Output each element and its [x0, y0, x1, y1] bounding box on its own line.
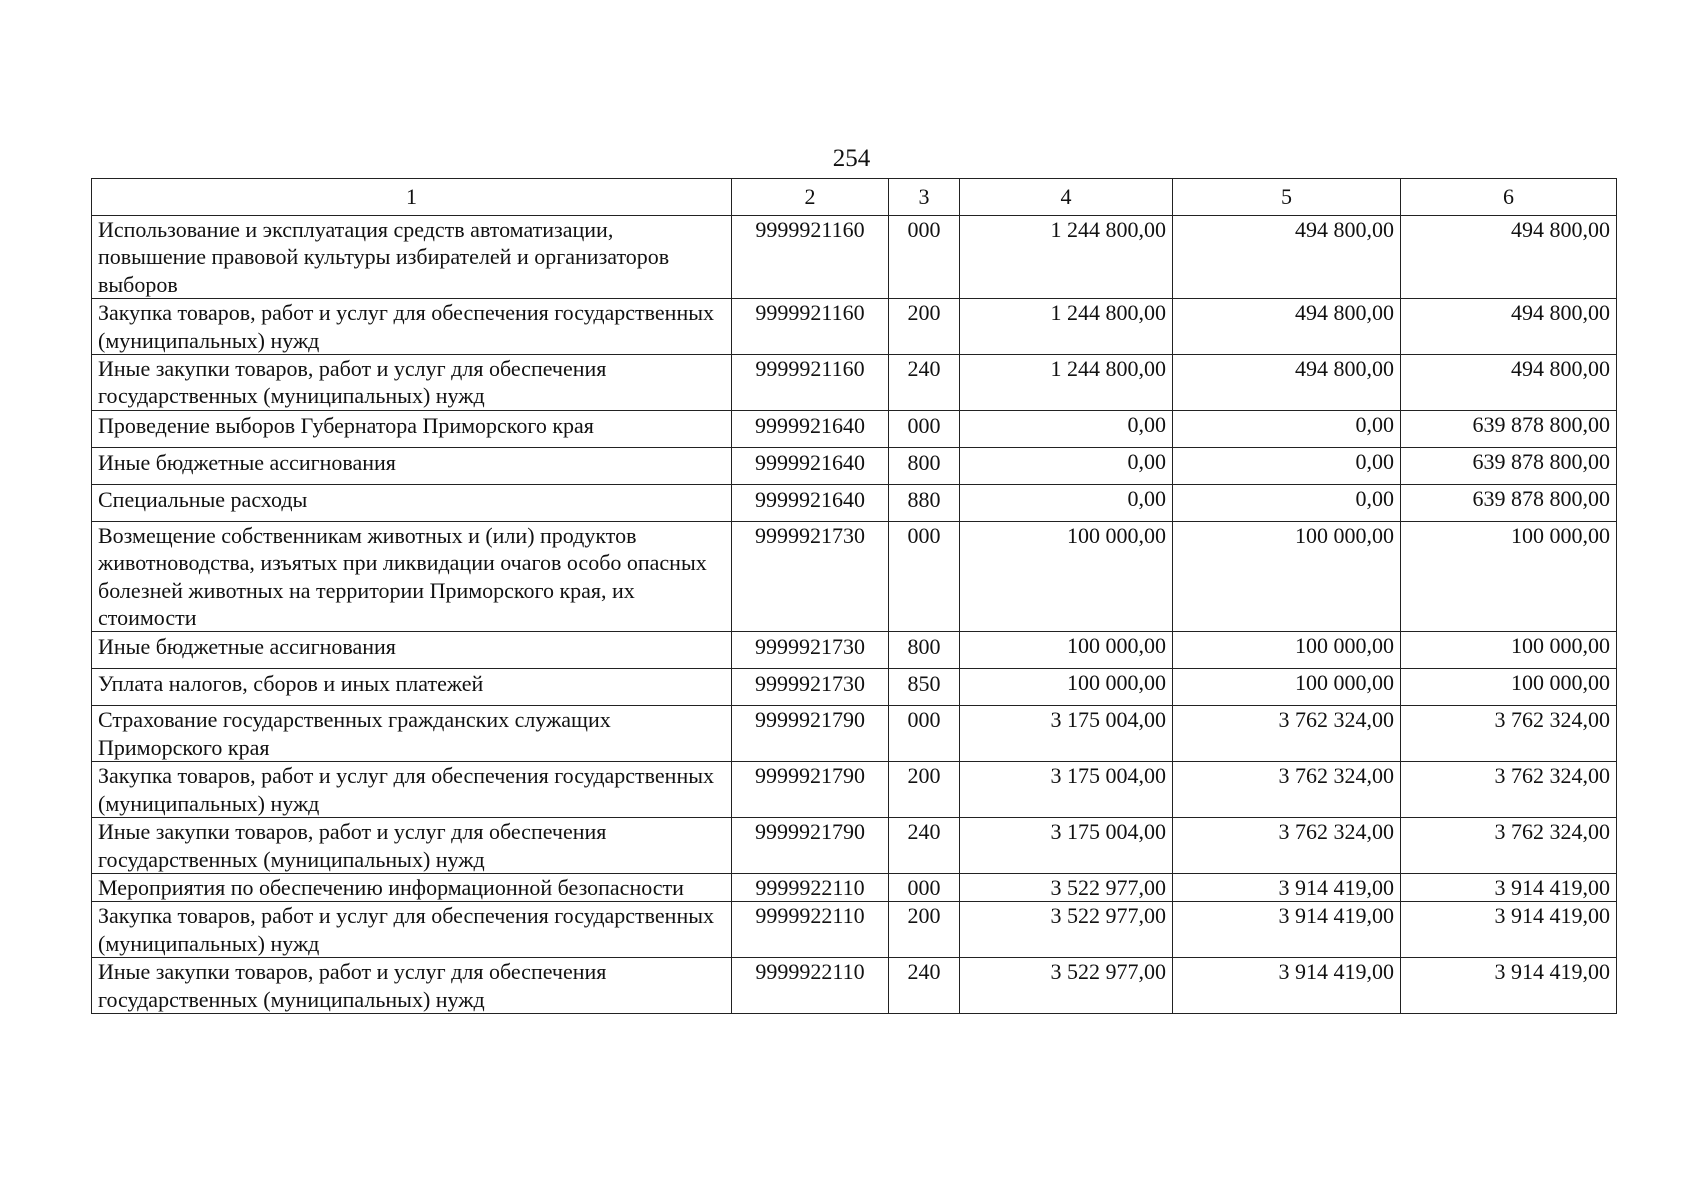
row-code: 9999921640 — [732, 484, 889, 521]
row-name: Уплата налогов, сборов и иных платежей — [92, 669, 732, 706]
row-value-col4: 0,00 — [960, 410, 1173, 447]
row-name: Мероприятия по обеспечению информационной безопасности — [92, 873, 732, 901]
column-number-row — [92, 179, 1617, 216]
row-code: 9999921640 — [732, 447, 889, 484]
row-value-col4: 3 175 004,00 — [960, 818, 1173, 874]
table-row — [92, 299, 1617, 355]
row-code: 9999921160 — [732, 355, 889, 411]
table-row — [92, 216, 1617, 299]
row-code: 9999921790 — [732, 762, 889, 818]
row-value-col4: 100 000,00 — [960, 521, 1173, 632]
row-name: Использование и эксплуатация средств автоматизации, повышение правовой культуры избирателей и организаторов выборов — [92, 216, 732, 299]
row-value-col4: 100 000,00 — [960, 632, 1173, 669]
column-header-2: 2 — [732, 179, 889, 216]
row-code: 9999921160 — [732, 299, 889, 355]
row-value-col6: 100 000,00 — [1401, 521, 1617, 632]
row-type: 200 — [889, 902, 960, 958]
column-header-5: 5 — [1173, 179, 1401, 216]
row-name: Возмещение собственникам животных и (или) продуктов животноводства, изъятых при ликвидации очагов особо опасных болезней животных на территории Приморского края, их стоимости — [92, 521, 732, 632]
column-header-1: 1 — [92, 179, 732, 216]
row-value-col6: 3 914 419,00 — [1401, 873, 1617, 901]
row-value-col6: 3 762 324,00 — [1401, 818, 1617, 874]
row-value-col5: 494 800,00 — [1173, 299, 1401, 355]
row-value-col6: 3 762 324,00 — [1401, 706, 1617, 762]
row-name: Закупка товаров, работ и услуг для обеспечения государственных (муниципальных) нужд — [92, 299, 732, 355]
row-value-col6: 3 914 419,00 — [1401, 902, 1617, 958]
row-type: 200 — [889, 299, 960, 355]
table-row — [92, 762, 1617, 818]
row-type: 800 — [889, 632, 960, 669]
row-value-col4: 1 244 800,00 — [960, 216, 1173, 299]
row-value-col5: 3 762 324,00 — [1173, 706, 1401, 762]
row-name: Иные бюджетные ассигнования — [92, 447, 732, 484]
row-value-col5: 3 914 419,00 — [1173, 902, 1401, 958]
row-type: 850 — [889, 669, 960, 706]
row-type: 800 — [889, 447, 960, 484]
row-type: 240 — [889, 355, 960, 411]
row-name: Иные закупки товаров, работ и услуг для обеспечения государственных (муниципальных) нужд — [92, 818, 732, 874]
row-code: 9999921730 — [732, 521, 889, 632]
table-row — [92, 521, 1617, 632]
row-type: 880 — [889, 484, 960, 521]
row-value-col5: 0,00 — [1173, 410, 1401, 447]
row-value-col5: 0,00 — [1173, 484, 1401, 521]
row-code: 9999921790 — [732, 818, 889, 874]
row-value-col4: 3 175 004,00 — [960, 762, 1173, 818]
row-value-col4: 3 522 977,00 — [960, 902, 1173, 958]
column-header-3: 3 — [889, 179, 960, 216]
table-row — [92, 484, 1617, 521]
column-header-4: 4 — [960, 179, 1173, 216]
row-value-col5: 100 000,00 — [1173, 669, 1401, 706]
row-name: Специальные расходы — [92, 484, 732, 521]
row-code: 9999922110 — [732, 958, 889, 1014]
row-value-col6: 494 800,00 — [1401, 216, 1617, 299]
row-value-col4: 0,00 — [960, 447, 1173, 484]
row-value-col4: 100 000,00 — [960, 669, 1173, 706]
table-row — [92, 958, 1617, 1014]
table-row — [92, 873, 1617, 901]
row-name: Иные закупки товаров, работ и услуг для обеспечения государственных (муниципальных) нужд — [92, 355, 732, 411]
row-code: 9999922110 — [732, 873, 889, 901]
row-type: 240 — [889, 818, 960, 874]
row-value-col4: 3 522 977,00 — [960, 958, 1173, 1014]
row-code: 9999921730 — [732, 669, 889, 706]
row-value-col6: 494 800,00 — [1401, 355, 1617, 411]
row-code: 9999921640 — [732, 410, 889, 447]
row-name: Закупка товаров, работ и услуг для обеспечения государственных (муниципальных) нужд — [92, 902, 732, 958]
row-value-col5: 3 762 324,00 — [1173, 818, 1401, 874]
column-header-6: 6 — [1401, 179, 1617, 216]
row-value-col4: 3 522 977,00 — [960, 873, 1173, 901]
row-type: 000 — [889, 873, 960, 901]
row-type: 000 — [889, 521, 960, 632]
table-row — [92, 669, 1617, 706]
row-value-col4: 1 244 800,00 — [960, 355, 1173, 411]
table-row — [92, 818, 1617, 874]
row-code: 9999921160 — [732, 216, 889, 299]
table-row — [92, 902, 1617, 958]
row-value-col5: 494 800,00 — [1173, 216, 1401, 299]
row-value-col6: 3 914 419,00 — [1401, 958, 1617, 1014]
row-code: 9999921790 — [732, 706, 889, 762]
row-value-col6: 639 878 800,00 — [1401, 484, 1617, 521]
table-row — [92, 447, 1617, 484]
row-name: Иные закупки товаров, работ и услуг для обеспечения государственных (муниципальных) нужд — [92, 958, 732, 1014]
row-value-col4: 0,00 — [960, 484, 1173, 521]
row-type: 000 — [889, 216, 960, 299]
row-value-col6: 639 878 800,00 — [1401, 447, 1617, 484]
row-value-col4: 3 175 004,00 — [960, 706, 1173, 762]
table-row — [92, 355, 1617, 411]
row-name: Страхование государственных гражданских служащих Приморского края — [92, 706, 732, 762]
row-value-col5: 100 000,00 — [1173, 632, 1401, 669]
row-name: Проведение выборов Губернатора Приморского края — [92, 410, 732, 447]
row-value-col6: 494 800,00 — [1401, 299, 1617, 355]
row-value-col6: 639 878 800,00 — [1401, 410, 1617, 447]
row-code: 9999921730 — [732, 632, 889, 669]
row-type: 240 — [889, 958, 960, 1014]
table-row — [92, 706, 1617, 762]
row-type: 000 — [889, 410, 960, 447]
row-name: Закупка товаров, работ и услуг для обеспечения государственных (муниципальных) нужд — [92, 762, 732, 818]
row-type: 000 — [889, 706, 960, 762]
row-value-col4: 1 244 800,00 — [960, 299, 1173, 355]
budget-table — [91, 178, 1617, 1014]
row-value-col5: 3 914 419,00 — [1173, 873, 1401, 901]
row-value-col6: 3 762 324,00 — [1401, 762, 1617, 818]
row-value-col5: 3 914 419,00 — [1173, 958, 1401, 1014]
row-value-col5: 494 800,00 — [1173, 355, 1401, 411]
row-code: 9999922110 — [732, 902, 889, 958]
row-name: Иные бюджетные ассигнования — [92, 632, 732, 669]
page-number: 254 — [832, 145, 871, 172]
row-value-col6: 100 000,00 — [1401, 669, 1617, 706]
row-value-col5: 0,00 — [1173, 447, 1401, 484]
row-value-col6: 100 000,00 — [1401, 632, 1617, 669]
row-value-col5: 100 000,00 — [1173, 521, 1401, 632]
row-type: 200 — [889, 762, 960, 818]
table-row — [92, 410, 1617, 447]
table-row — [92, 632, 1617, 669]
row-value-col5: 3 762 324,00 — [1173, 762, 1401, 818]
